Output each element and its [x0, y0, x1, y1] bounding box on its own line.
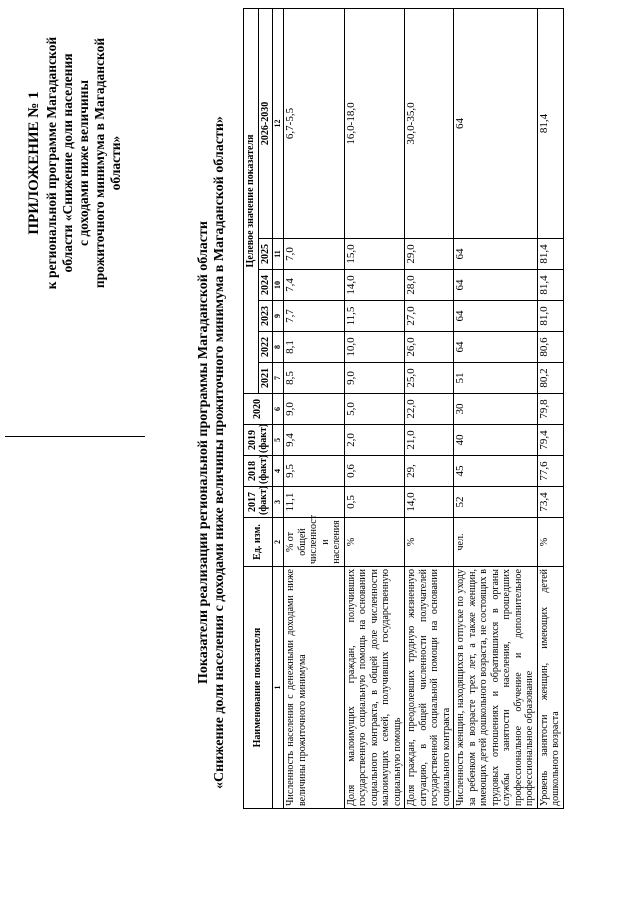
indicator-value: 25,0 — [405, 363, 454, 394]
indicator-name: Доля граждан, преодолевших трудную жизненную ситуацию, в общей численности получателей государственной социальной помощи на основании социального контракта — [405, 567, 454, 809]
footer-rule — [5, 436, 145, 437]
indicator-value: 0,6 — [344, 456, 405, 487]
indicator-value: 30 — [454, 394, 538, 425]
indicator-unit: % от общей численност и населения — [284, 518, 345, 567]
indicator-value: 27,0 — [405, 301, 454, 332]
column-index: 2 — [273, 518, 284, 567]
indicator-value: 7,0 — [284, 239, 345, 270]
table-row — [405, 8, 454, 808]
indicator-unit: % — [344, 518, 405, 567]
indicator-value: 28,0 — [405, 270, 454, 301]
header-target: Целевое значение показателя — [244, 8, 259, 393]
table-row — [344, 8, 405, 808]
header-unit: Ед. изм. — [244, 518, 273, 567]
header-t2024: 2024 — [258, 270, 273, 301]
column-index: 8 — [273, 332, 284, 363]
indicator-value: 9,0 — [344, 363, 405, 394]
header-t2026-2030: 2026-2030 — [258, 8, 273, 238]
indicator-name: Уровень занятости женщин, имеющих детей дошкольного возраста — [537, 567, 563, 809]
indicator-unit: чел. — [454, 518, 538, 567]
indicator-value: 11,1 — [284, 487, 345, 518]
table-row — [537, 8, 563, 808]
indicator-value: 6,7-5,5 — [284, 8, 345, 238]
indicator-value: 8,5 — [284, 363, 345, 394]
indicator-name: Численность женщин, находящихся в отпуске по уходу за ребенком в возрасте трех лет, а также женщин, имеющих детей дошкольного возраста, не состоящих в трудовых отношениях и обратившихся в органы службы занятости населения, прошедших профессиональное обучение и дополнительное профессиональное образование — [454, 567, 538, 809]
indicator-value: 64 — [454, 8, 538, 238]
indicator-value: 15,0 — [344, 239, 405, 270]
indicator-value: 9,4 — [284, 425, 345, 456]
column-index-row — [273, 8, 284, 808]
header-t2025: 2025 — [258, 239, 273, 270]
indicator-value: 30,0-35,0 — [405, 8, 454, 238]
indicator-value: 2,0 — [344, 425, 405, 456]
column-index: 6 — [273, 394, 284, 425]
indicator-value: 9,5 — [284, 456, 345, 487]
indicator-unit: % — [405, 518, 454, 567]
appendix-line: к региональной программе Магаданской — [44, 36, 59, 290]
indicator-value: 26,0 — [405, 332, 454, 363]
indicator-value: 22,0 — [405, 394, 454, 425]
indicator-value: 5,0 — [344, 394, 405, 425]
indicator-name: Численность населения с денежными доходами ниже величины прожиточного минимума — [284, 567, 345, 809]
indicator-value: 80,2 — [537, 363, 563, 394]
heading-line: «Снижение доли населения с доходами ниже величины прожиточного минимума в Магаданской области» — [212, 116, 227, 789]
appendix-number: ПРИЛОЖЕНИЕ № 1 — [26, 91, 42, 235]
column-index: 7 — [273, 363, 284, 394]
appendix-line: прожиточного минимума в Магаданской — [92, 37, 107, 289]
column-index: 1 — [273, 567, 284, 809]
indicator-unit: % — [537, 518, 563, 567]
column-index: 11 — [273, 239, 284, 270]
indicator-value: 79,4 — [537, 425, 563, 456]
indicator-value: 79,8 — [537, 394, 563, 425]
indicator-value: 7,4 — [284, 270, 345, 301]
indicator-value: 51 — [454, 363, 538, 394]
header-t2021: 2021 — [258, 363, 273, 394]
table-row — [284, 8, 345, 808]
indicator-value: 64 — [454, 270, 538, 301]
column-index: 4 — [273, 456, 284, 487]
indicator-value: 9,0 — [284, 394, 345, 425]
indicator-value: 81,4 — [537, 239, 563, 270]
indicator-value: 29, — [405, 456, 454, 487]
indicator-value: 10,0 — [344, 332, 405, 363]
indicator-value: 64 — [454, 332, 538, 363]
document-heading — [196, 0, 228, 905]
indicator-value: 0,5 — [344, 487, 405, 518]
appendix-block — [26, 13, 124, 313]
header-2017: 2017 (факт) — [244, 487, 273, 518]
column-index: 5 — [273, 425, 284, 456]
header-2020: 2020 — [244, 394, 273, 425]
indicator-value: 11,5 — [344, 301, 405, 332]
indicator-value: 81,4 — [537, 270, 563, 301]
header-2019: 2019 (факт) — [244, 425, 273, 456]
indicator-value: 14,0 — [344, 270, 405, 301]
header-t2022: 2022 — [258, 332, 273, 363]
indicator-name: Доля малоимущих граждан, получивших государственную социальную помощь на основании социального контракта, в общей доле численности малоимущих семей, получивших государственную социальную помощь — [344, 567, 405, 809]
heading-line: Показатели реализации региональной программы Магаданской области — [196, 221, 211, 684]
column-index: 9 — [273, 301, 284, 332]
indicator-value: 45 — [454, 456, 538, 487]
indicator-value: 81,4 — [537, 8, 563, 238]
indicator-value: 16,0-18,0 — [344, 8, 405, 238]
indicator-value: 52 — [454, 487, 538, 518]
indicator-value: 29,0 — [405, 239, 454, 270]
appendix-line: области «Снижение доли населения — [60, 53, 75, 273]
indicator-value: 14,0 — [405, 487, 454, 518]
indicator-value: 80,6 — [537, 332, 563, 363]
column-index: 3 — [273, 487, 284, 518]
indicator-value: 21,0 — [405, 425, 454, 456]
indicator-value: 81,0 — [537, 301, 563, 332]
indicator-value: 8,1 — [284, 332, 345, 363]
indicator-value: 7,7 — [284, 301, 345, 332]
table-row — [454, 8, 538, 808]
column-index: 10 — [273, 270, 284, 301]
indicators-table — [243, 8, 564, 809]
header-2018: 2018 (факт) — [244, 456, 273, 487]
indicator-value: 40 — [454, 425, 538, 456]
indicator-value: 77,6 — [537, 456, 563, 487]
indicator-value: 64 — [454, 239, 538, 270]
appendix-line: области» — [108, 135, 123, 191]
indicator-value: 64 — [454, 301, 538, 332]
appendix-line: с доходами ниже величины — [76, 80, 91, 247]
column-index: 12 — [273, 8, 284, 238]
header-t2023: 2023 — [258, 301, 273, 332]
indicator-value: 73,4 — [537, 487, 563, 518]
header-name: Наименование показателя — [244, 567, 273, 809]
